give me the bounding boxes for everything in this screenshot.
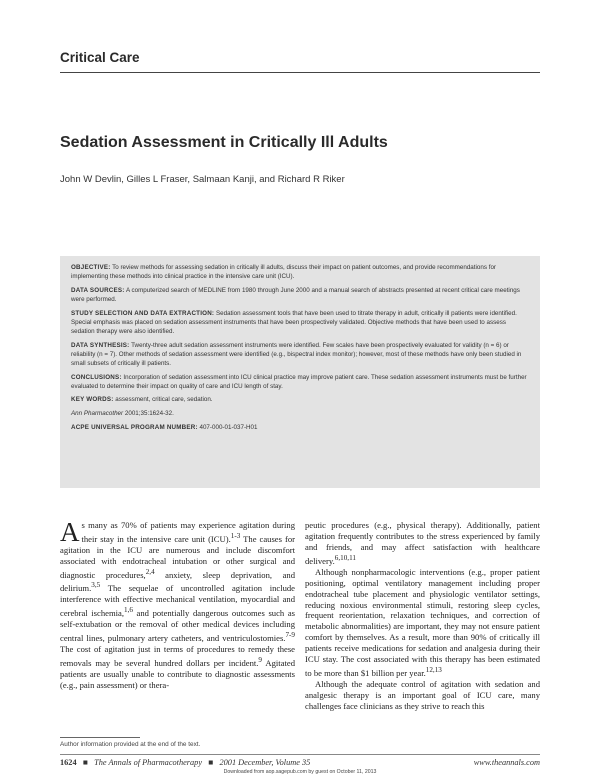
abstract-data-sources [71,286,531,304]
reference: 9 [258,655,262,664]
body-text: peutic procedures (e.g., physical therapy). Additionally, patient agitation frequently contributes to the stress experienced by family and friends, and may affect satisfaction with healthcare delivery. [305,520,540,566]
body-paragraph [305,679,540,712]
abstract-key-words [71,395,531,404]
abstract-text: Incorporation of sedation assessment into ICU clinical practice may improve patient care. These sedation assessment instruments must be further evaluated to determine their impact on quality of care and ICU length of stay. [71,373,527,390]
header-rule [60,72,540,73]
page-footer [60,758,540,767]
abstract-text: To review methods for assessing sedation in critically ill adults, discuss their impact on patient outcomes, and provide recommendations for implementing these methods into clinical practice in the intensive care unit (ICU). [71,264,497,281]
abstract-objective [71,263,531,281]
abstract-acpe [71,423,531,432]
download-notice: Downloaded from aop.sagepub.com by guest on October 11, 2013 [223,769,377,775]
abstract-text: A computerized search of MEDLINE from 1980 through June 2000 and a manual search of abstracts presented at recent critical care meetings were performed. [71,286,520,303]
abstract-label: OBJECTIVE: [71,264,111,271]
reference: 1-3 [230,531,241,540]
abstract-text: assessment, critical care, sedation. [115,396,213,404]
abstract-label: DATA SOURCES: [71,286,125,294]
reference: 2,4 [145,567,155,576]
abstract-label: DATA SYNTHESIS: [71,341,130,349]
abstract-conclusions [71,373,531,391]
body-text: Agitated patients are usually unable to contribute to diagnostic assessments (e.g., pain assessment) or thera- [60,657,296,690]
reference: 7-9 [285,631,295,640]
footer-bullet: ■ [208,758,214,767]
abstract-box [60,256,540,488]
reference: 1,6 [123,606,133,615]
body-text: Although the adequate control of agitation with sedation and analgesic therapy is an important goal of ICU care, many challenges face clinicians as they strive to reach this [305,679,540,711]
section-heading: Critical Care [60,50,140,65]
journal-website-link[interactable]: www.theannals.com [473,758,540,767]
footer-bullet: ■ [82,758,88,767]
drop-cap: A [60,517,80,547]
body-column-left [60,517,296,691]
abstract-label: ACPE UNIVERSAL PROGRAM NUMBER: [71,423,198,431]
body-paragraph [305,520,540,567]
abstract-data-synthesis [71,341,531,369]
body-text: Although nonpharmacologic interventions (e.g., proper patient positioning, optimal ventilatory management including proper endotracheal tube placement and physiologic ventilator settings, reducing noxious environmental stimuli, restoring sleep cycles, frequent reorientation, relaxation techniques, and correction of metabolic abnormalities) are important, they may not ensure patient comfort by themselves. As a result, more than 90% of critically ill patients receive medications for sedation and analgesia during their ICU stay. The cost associated with this therapy has been estimated to be more than $1 billion per year. [305,566,540,679]
footer-rule [60,754,540,755]
body-text: s many as 70% of patients may experience agitation during their stay in the intensive care unit (ICU). [81,520,295,544]
body-text: The cost of agitation just in terms of procedures to remedy these removals may be several hundred dollars per incident. [60,643,295,668]
article-authors: John W Devlin, Gilles L Fraser, Salmaan Kanji, and Richard R Riker [60,174,345,185]
page-number: 1624 [60,758,77,767]
body-text: The causes for agitation in the ICU are numerous and include discomfort associated with endotracheal intubation or other surgical and diagnostic procedures, [60,533,295,580]
abstract-text: Twenty-three adult sedation assessment instruments were identified. Few scales have been prospectively evaluated for validity (n = 6) or reliability (n = 7). Other methods of sedation assessment were identified (e.g., bispectral index monitor); however, most of these methods have only been studied in small subsets of critically ill patients. [71,341,522,367]
journal-name: The Annals of Pharmacotherapy [94,758,203,767]
body-text: and potentially dangerous outcomes such as self-extubation or the removal of other medical devices including central lines, pulmonary artery catheters, and ventriculostomies. [60,608,295,643]
citation-journal: Ann Pharmacother [71,409,124,417]
abstract-label: CONCLUSIONS: [71,373,122,381]
reference: 12,13 [425,666,442,675]
issue-info: 2001 December, Volume 35 [219,758,311,767]
body-paragraph [305,567,540,679]
body-text: The sequelae of uncontrolled agitation include interference with effective mechanical ventilation, myocardial and cerebral ischemia, [60,583,295,619]
author-footnote: Author information provided at the end of the text. [60,741,201,748]
abstract-citation [71,409,531,418]
footnote-rule [60,737,140,738]
abstract-text: 407-000-01-037-H01 [199,423,258,431]
reference: 6,10,11 [334,553,356,562]
reference: 3,5 [91,581,101,590]
body-text: anxiety, sleep deprivation, and delirium. [60,569,295,594]
body-column-right [305,520,540,712]
abstract-text: Sedation assessment tools that have been used to titrate therapy in adult, critically ill patients were identified. Special emphasis was placed on sedation assessment instruments that have been prospectively validated. Objective methods that have been used to assess sedation therapy were also identified. [71,309,517,335]
citation-details: 2001;35:1624-32. [123,409,174,417]
abstract-label: KEY WORDS: [71,396,114,404]
abstract-study-selection [71,309,531,337]
abstract-label: STUDY SELECTION AND DATA EXTRACTION: [71,309,215,317]
article-title: Sedation Assessment in Critically Ill Adults [60,134,388,151]
body-paragraph [60,517,296,691]
